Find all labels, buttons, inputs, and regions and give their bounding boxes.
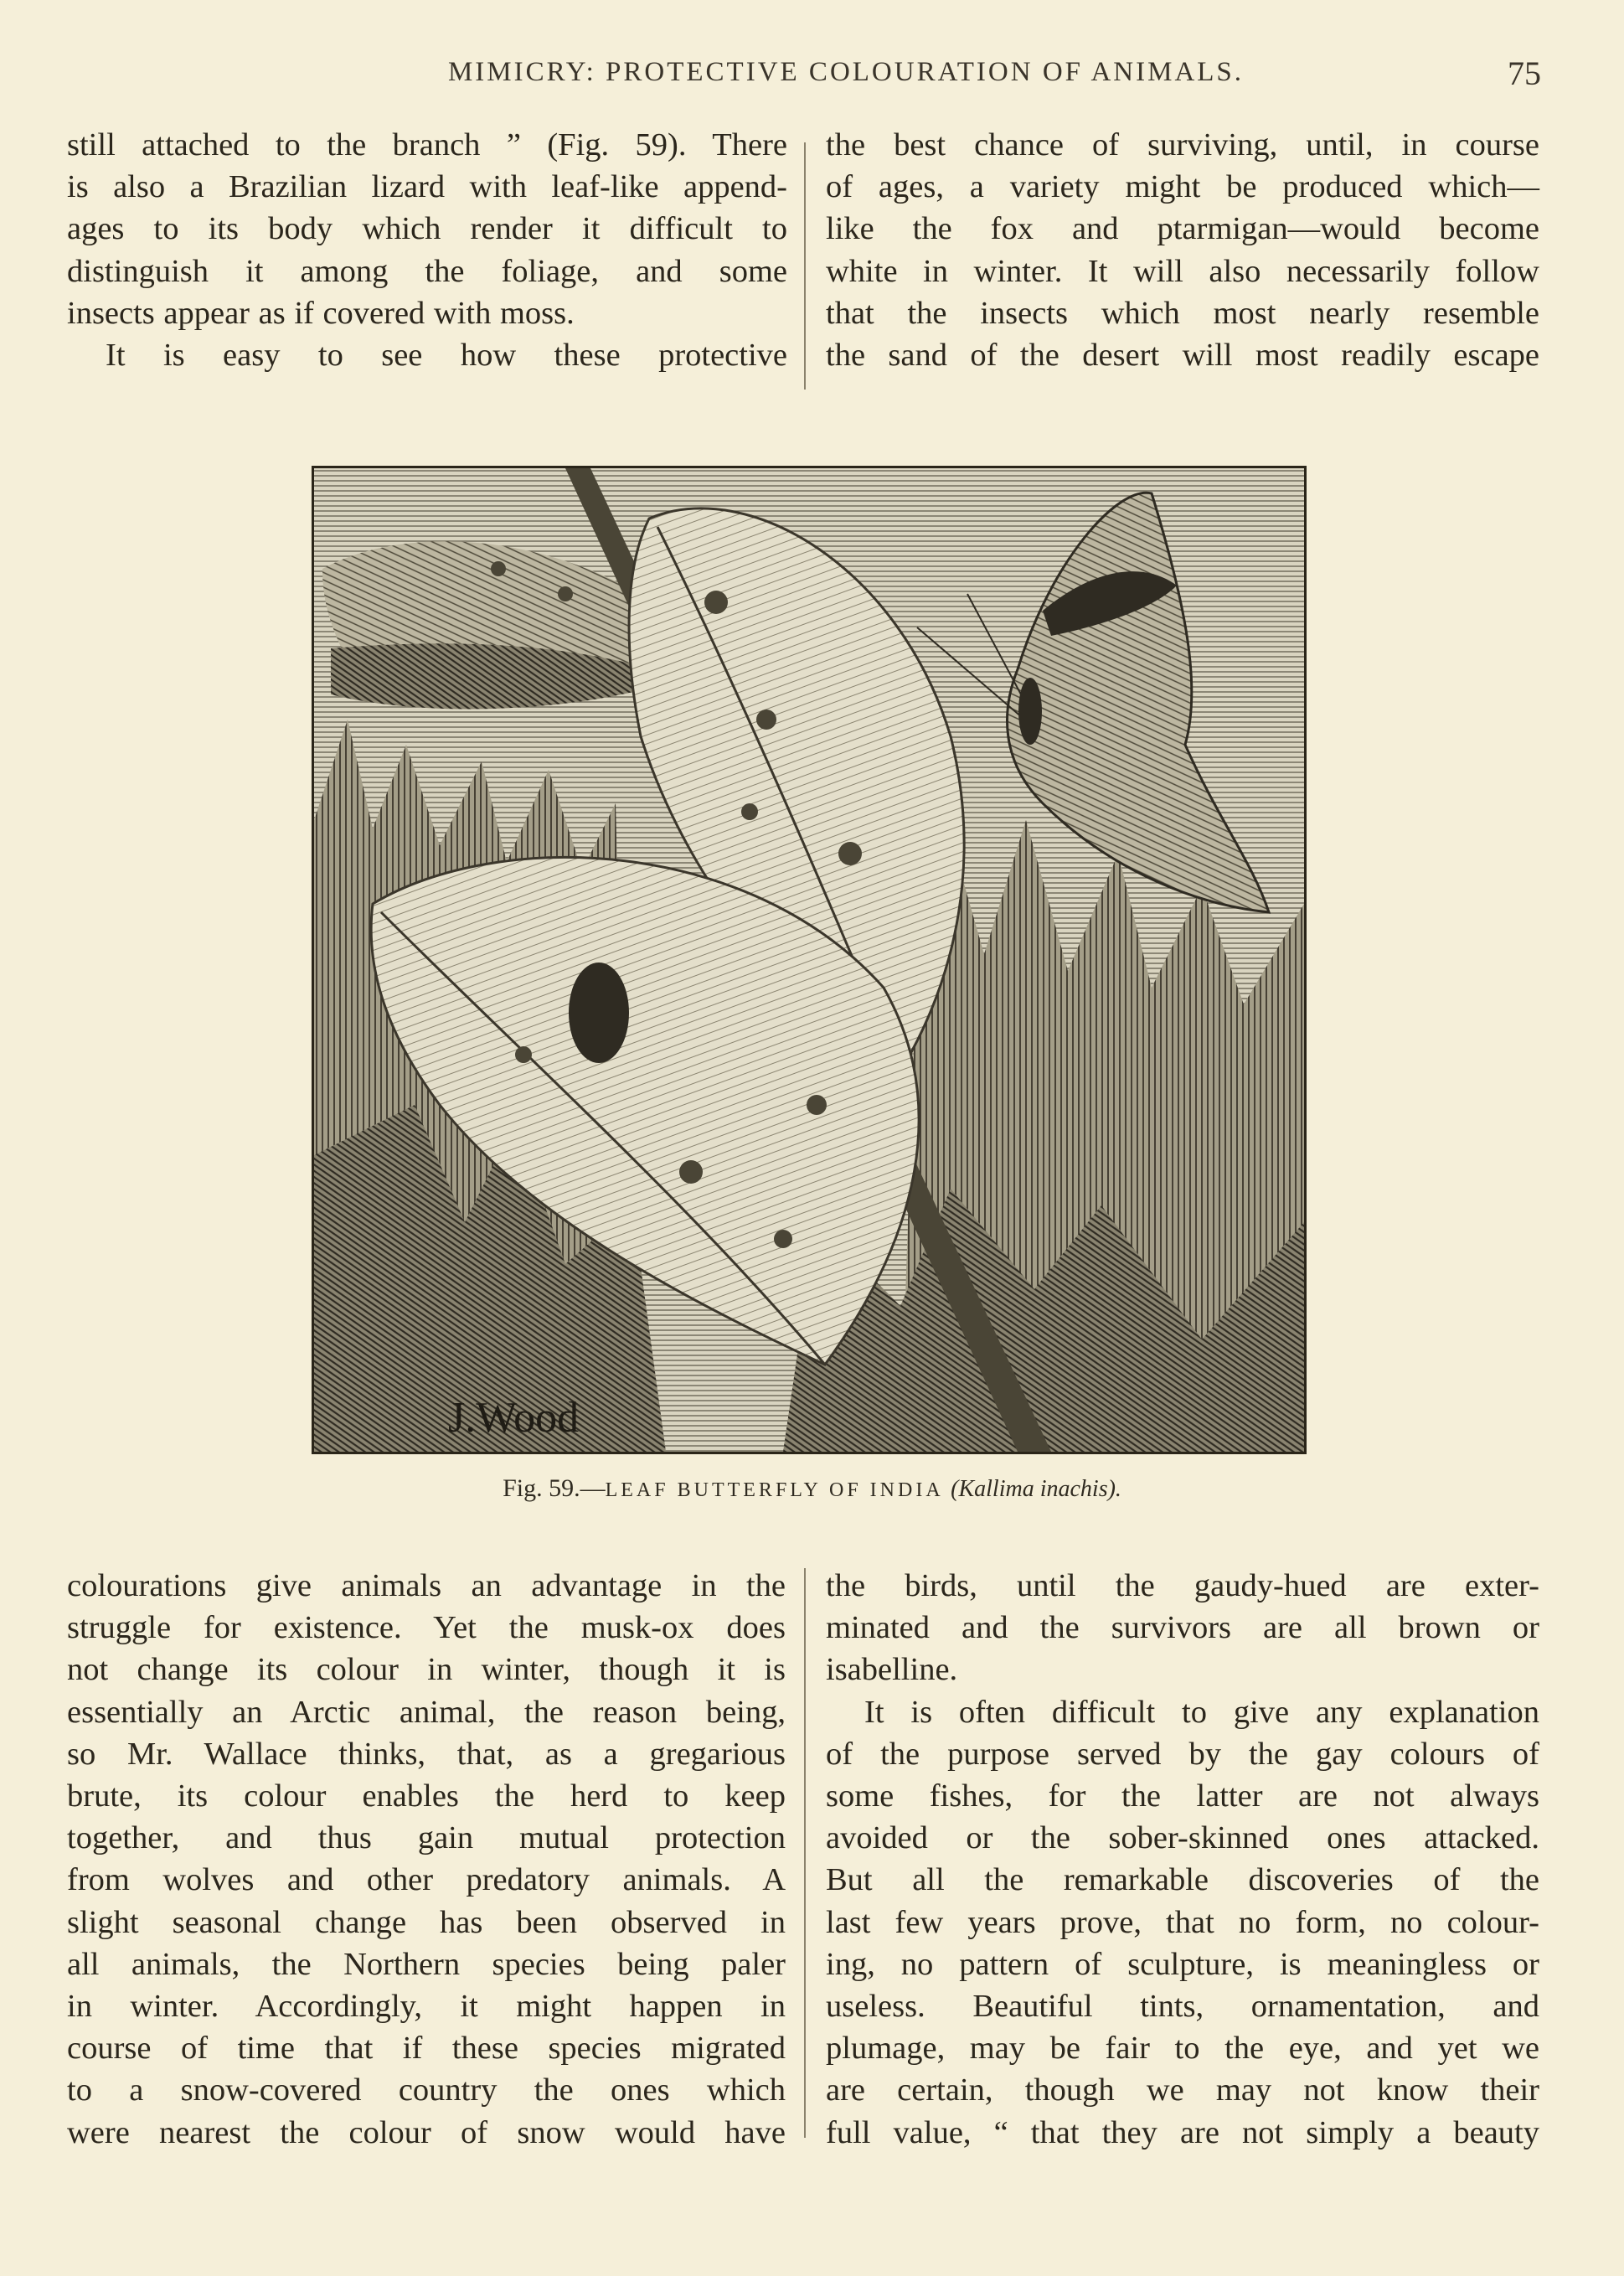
caption-title: LEAF BUTTERFLY OF INDIA bbox=[605, 1479, 944, 1501]
text-line: like the fox and ptarmigan—would become bbox=[826, 211, 1539, 247]
text-line: in winter. Accordingly, it might happen in bbox=[67, 1989, 786, 2025]
caption-prefix: Fig. 59.— bbox=[503, 1474, 606, 1502]
text-line: so Mr. Wallace thinks, that, as a gregarious bbox=[67, 1736, 786, 1772]
text-line: some fishes, for the latter are not always bbox=[826, 1778, 1539, 1814]
text-line: from wolves and other predatory animals. A bbox=[67, 1862, 786, 1898]
text-line: ing, no pattern of sculpture, is meaningless or bbox=[826, 1946, 1539, 1982]
top-right-column bbox=[826, 124, 1539, 376]
text-line: the birds, until the gaudy-hued are exter- bbox=[826, 1568, 1539, 1603]
text-line: essentially an Arctic animal, the reason being, bbox=[67, 1694, 786, 1730]
text-line: are certain, though we may not know their bbox=[826, 2072, 1539, 2108]
running-head bbox=[67, 54, 1541, 99]
column-divider bbox=[804, 142, 806, 390]
text-line: avoided or the sober-skinned ones attacked. bbox=[826, 1820, 1539, 1856]
leaf-butterfly-engraving bbox=[312, 466, 1307, 1454]
text-line: of the purpose served by the gay colours of bbox=[826, 1736, 1539, 1772]
text-line: all animals, the Northern species being paler bbox=[67, 1946, 786, 1982]
text-line: But all the remarkable discoveries of the bbox=[826, 1862, 1539, 1898]
caption-latin-name: (Kallima inachis). bbox=[951, 1476, 1121, 1502]
text-line: minated and the survivors are all brown or bbox=[826, 1610, 1539, 1646]
text-line: full value, “ that they are not simply a beauty bbox=[826, 2114, 1539, 2150]
text-line: of ages, a variety might be produced which— bbox=[826, 169, 1539, 205]
text-line: still attached to the branch ” (Fig. 59). There bbox=[67, 127, 787, 163]
text-line: were nearest the colour of snow would have bbox=[67, 2114, 786, 2150]
text-line: together, and thus gain mutual protection bbox=[67, 1820, 786, 1856]
text-line: ages to its body which render it difficult to bbox=[67, 211, 787, 247]
text-line: plumage, may be fair to the eye, and yet we bbox=[826, 2031, 1539, 2067]
text-line: brute, its colour enables the herd to keep bbox=[67, 1778, 786, 1814]
text-line: the sand of the desert will most readily escape bbox=[826, 338, 1539, 374]
text-line: white in winter. It will also necessarily follow bbox=[826, 253, 1539, 289]
text-line: that the insects which most nearly resemble bbox=[826, 295, 1539, 331]
text-line: to a snow-covered country the ones which bbox=[67, 2072, 786, 2108]
column-divider bbox=[804, 1568, 806, 2138]
figure-caption bbox=[0, 1474, 1624, 1503]
text-line: slight seasonal change has been observed in bbox=[67, 1904, 786, 1940]
text-line: is also a Brazilian lizard with leaf-like append- bbox=[67, 169, 787, 205]
text-line: not change its colour in winter, though it is bbox=[67, 1652, 786, 1688]
text-line: course of time that if these species migrated bbox=[67, 2031, 786, 2067]
running-title: MIMICRY: PROTECTIVE COLOURATION OF ANIMALS. bbox=[447, 57, 1245, 87]
text-line: distinguish it among the foliage, and some bbox=[67, 253, 787, 289]
engraver-signature: J.Wood bbox=[448, 1394, 580, 1442]
text-line: struggle for existence. Yet the musk-ox does bbox=[67, 1610, 786, 1646]
text-line: colourations give animals an advantage in the bbox=[67, 1568, 786, 1603]
page-number: 75 bbox=[1508, 54, 1541, 92]
bottom-left-column bbox=[67, 1565, 786, 2154]
text-line: isabelline. bbox=[826, 1652, 958, 1688]
text-line: last few years prove, that no form, no colour- bbox=[826, 1904, 1539, 1940]
text-line: It is often difficult to give any explanation bbox=[864, 1694, 1539, 1730]
text-line: the best chance of surviving, until, in course bbox=[826, 127, 1539, 163]
text-line: useless. Beautiful tints, ornamentation, and bbox=[826, 1989, 1539, 2025]
text-line: It is easy to see how these protective bbox=[106, 338, 787, 374]
bottom-right-column bbox=[826, 1565, 1539, 2154]
top-left-column bbox=[67, 124, 787, 376]
text-line: insects appear as if covered with moss. bbox=[67, 295, 575, 331]
